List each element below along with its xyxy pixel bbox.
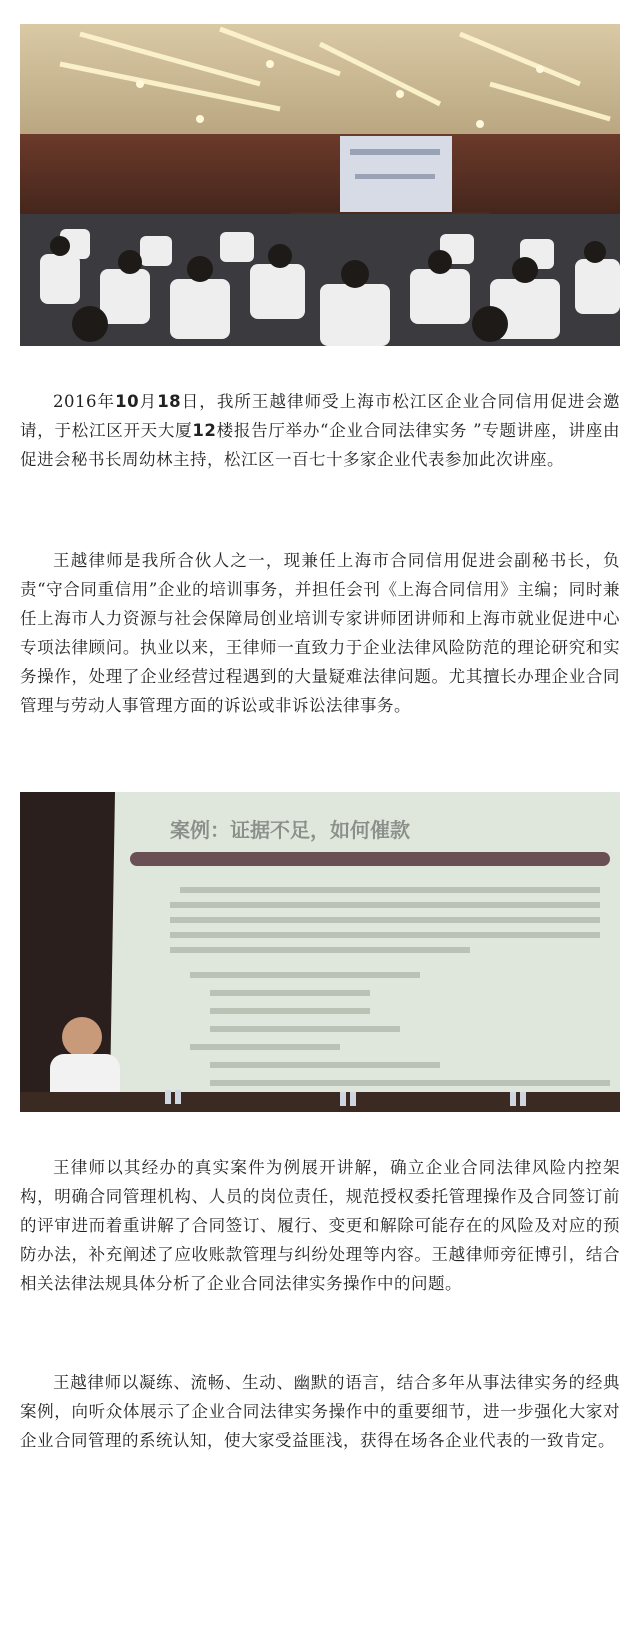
slide-title: 案例：证据不足，如何催款 (170, 818, 410, 842)
date-month-suffix: 月 (139, 392, 158, 411)
date-year: 2016年 (53, 392, 116, 411)
para1-text-a: 日，我所王越律师受上海市松江区企业合同信用促进会邀请，于松江区开天大厦 (20, 392, 621, 440)
para1-text-b: 楼报告厅举办“企业合同法律实务 ”专题讲座，讲座由促进会秘书长周幼林主持，松江区一百七十多家企业代表参加此次讲座。 (20, 421, 620, 469)
article-paragraph-1 (20, 387, 620, 474)
article-paragraph-4: 王越律师以凝练、流畅、生动、幽默的语言，结合多年从事法律实务的经典案例，向听众体展示了企业合同法律实务操作中的重要细节，进一步强化大家对企业合同管理的系统认知，使大家受益匪浅，获得在场各企业代表的一致肯定。 (20, 1373, 620, 1450)
lecture-hall-photo (20, 24, 620, 346)
floor-number: 12 (192, 421, 217, 440)
article-paragraph-2: 王越律师是我所合伙人之一，现兼任上海市合同信用促进会副秘书长，负责“守合同重信用”企业的培训事务，并担任会刊《上海合同信用》主编；同时兼任上海市人力资源与社会保障局创业培训专家讲师团讲师和上海市就业促进中心专项法律顾问。执业以来，王律师一直致力于企业法律风险防范的理论研究和实务操作，处理了企业经营过程遇到的大量疑难法律问题。尤其擅长办理企业合同管理与劳动人事管理方面的诉讼或非诉讼法律事务。 (20, 551, 620, 715)
date-day: 18 (157, 392, 182, 411)
speaker-slide-photo (20, 792, 620, 1112)
article-paragraph-3: 王律师以其经办的真实案件为例展开讲解，确立企业合同法律风险内控架构，明确合同管理机构、人员的岗位责任，规范授权委托管理操作及合同签订前的评审进而着重讲解了合同签订、履行、变更和解除可能存在的风险及对应的预防办法，补充阐述了应收账款管理与纠纷处理等内容。王越律师旁征博引，结合相关法律法规具体分析了企业合同法律实务操作中的问题。 (20, 1158, 620, 1293)
date-month: 10 (115, 392, 140, 411)
